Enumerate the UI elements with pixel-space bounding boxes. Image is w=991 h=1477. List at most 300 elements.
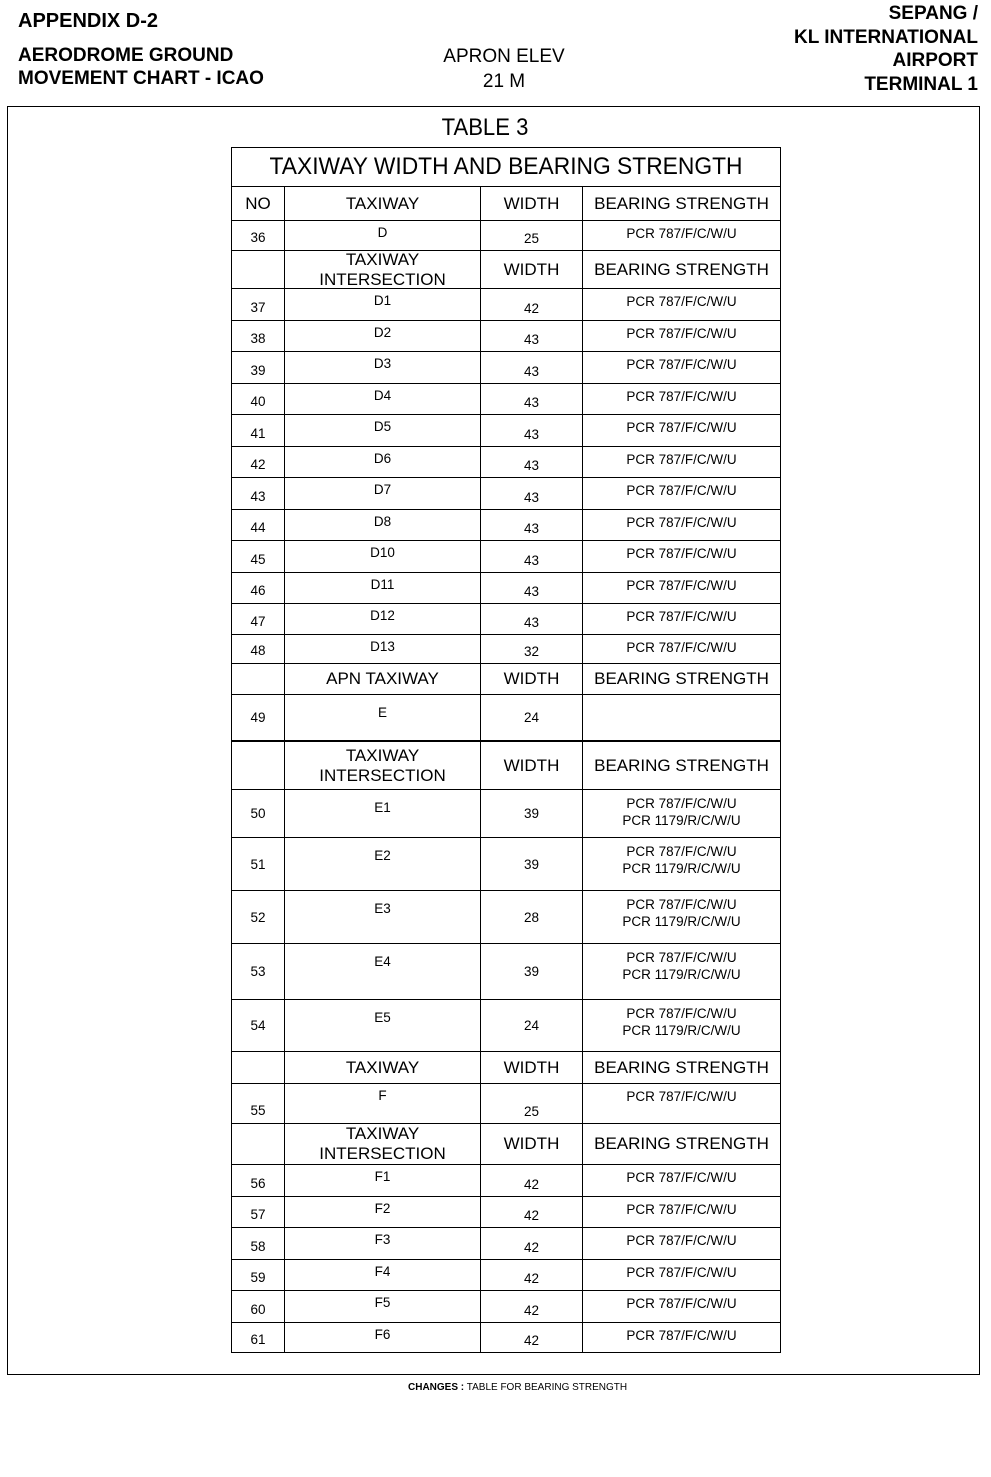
bearing-strength-cell-text: PCR 787/F/C/W/U xyxy=(626,452,737,467)
taxiway-cell xyxy=(285,1165,481,1196)
width-cell-text: 43 xyxy=(523,364,540,379)
taxiway-cell-text: E2 xyxy=(374,848,391,863)
table-row xyxy=(232,477,780,509)
bearing-strength-cell-text: BEARING STRENGTH xyxy=(594,193,769,213)
width-cell xyxy=(481,1260,583,1290)
taxiway-cell-text: F6 xyxy=(374,1327,391,1342)
chart-type-line-2: MOVEMENT CHART - ICAO xyxy=(18,68,264,89)
bearing-strength-cell xyxy=(583,447,780,477)
row-number-cell xyxy=(232,321,285,351)
width-cell xyxy=(481,1323,583,1352)
taxiway-cell-text: F3 xyxy=(374,1232,391,1247)
table-row xyxy=(232,383,780,414)
table-row xyxy=(232,351,780,383)
changes-label: CHANGES : xyxy=(408,1382,465,1393)
taxiway-cell xyxy=(285,478,481,509)
width-cell-text: 42 xyxy=(523,1333,540,1348)
row-number-cell-text: 47 xyxy=(250,614,266,629)
taxiway-cell-text: D6 xyxy=(373,451,392,466)
airport-name-line-3: AIRPORT xyxy=(892,50,978,71)
bearing-strength-cell-text: PCR 787/F/C/W/U PCR 1179/R/C/W/U xyxy=(622,844,741,876)
bearing-strength-cell xyxy=(583,1228,780,1259)
taxiway-table xyxy=(231,147,781,1353)
width-cell xyxy=(481,635,583,663)
table-row xyxy=(232,414,780,446)
row-number-cell-text: 40 xyxy=(250,394,266,409)
taxiway-cell xyxy=(285,664,481,694)
airport-name-line-1: SEPANG / xyxy=(888,3,978,24)
taxiway-cell-text: D1 xyxy=(373,293,392,308)
chart-type-line-1: AERODROME GROUND xyxy=(18,45,234,66)
width-cell-text: WIDTH xyxy=(503,1134,560,1153)
airport-name xyxy=(794,2,978,96)
width-cell xyxy=(481,321,583,351)
taxiway-cell-text: F1 xyxy=(374,1169,391,1184)
taxiway-cell xyxy=(285,1260,481,1290)
bearing-strength-cell-text: PCR 787/F/C/W/U xyxy=(626,1170,737,1185)
table-row xyxy=(232,837,780,890)
table-row xyxy=(232,288,780,320)
row-number-cell xyxy=(232,573,285,603)
taxiway-cell-text: TAXIWAY xyxy=(345,193,420,213)
taxiway-cell xyxy=(285,742,481,789)
width-cell-text: 28 xyxy=(523,909,540,925)
apron-elevation xyxy=(404,44,604,94)
bearing-strength-cell xyxy=(583,187,780,220)
taxiway-cell xyxy=(285,1323,481,1352)
width-cell-text: 24 xyxy=(523,1018,540,1033)
width-cell-text: 43 xyxy=(523,553,540,568)
bearing-strength-cell xyxy=(583,742,780,789)
bearing-strength-cell-text: PCR 787/F/C/W/U xyxy=(626,1265,737,1280)
row-number-cell-text: 57 xyxy=(250,1207,266,1222)
row-number-cell xyxy=(232,1323,285,1352)
bearing-strength-cell-text: PCR 787/F/C/W/U xyxy=(626,1296,737,1311)
taxiway-cell xyxy=(285,415,481,446)
width-cell xyxy=(481,221,583,250)
width-cell xyxy=(481,384,583,414)
width-cell-text: WIDTH xyxy=(503,755,560,775)
row-number-cell-text: 37 xyxy=(250,300,266,315)
row-number-cell xyxy=(232,1291,285,1322)
row-number-cell xyxy=(232,541,285,572)
row-number-cell xyxy=(232,1228,285,1259)
width-cell-text: 39 xyxy=(523,964,540,979)
taxiway-cell-text: D10 xyxy=(370,545,395,560)
taxiway-cell xyxy=(285,573,481,603)
row-number-cell-text: 44 xyxy=(250,520,266,535)
row-number-cell-text: 56 xyxy=(250,1176,266,1191)
bearing-strength-cell-text: PCR 787/F/C/W/U xyxy=(626,1202,737,1217)
taxiway-cell xyxy=(285,221,481,250)
apron-elevation-value: 21 M xyxy=(482,71,526,92)
width-cell xyxy=(481,1124,583,1164)
taxiway-cell-text: D12 xyxy=(370,608,395,623)
bearing-strength-cell xyxy=(583,541,780,572)
bearing-strength-cell-text: PCR 787/F/C/W/U xyxy=(626,420,737,435)
width-cell-text: 43 xyxy=(523,490,540,505)
taxiway-cell xyxy=(285,1291,481,1322)
taxiway-cell-text: D4 xyxy=(373,388,392,403)
taxiway-cell-text: F xyxy=(378,1088,387,1103)
row-number-cell-text: 42 xyxy=(250,457,266,472)
bearing-strength-cell-text: PCR 787/F/C/W/U PCR 1179/R/C/W/U xyxy=(622,1006,741,1038)
bearing-strength-cell xyxy=(583,1165,780,1196)
bearing-strength-cell xyxy=(583,944,780,999)
width-cell-text: 43 xyxy=(523,584,540,599)
taxiway-cell xyxy=(285,541,481,572)
taxiway-cell xyxy=(285,352,481,383)
taxiway-cell xyxy=(285,1197,481,1227)
row-number-cell-text: 46 xyxy=(250,583,266,598)
taxiway-cell xyxy=(285,838,481,890)
width-cell-text: 43 xyxy=(523,615,540,630)
table-row xyxy=(232,1290,780,1322)
appendix-label: APPENDIX D-2 xyxy=(18,10,159,32)
table-row xyxy=(232,999,780,1051)
row-number-cell-text: 54 xyxy=(250,1018,266,1033)
taxiway-cell-text: E3 xyxy=(374,901,391,916)
row-number-cell xyxy=(232,742,285,789)
width-cell xyxy=(481,790,583,837)
table-header-row xyxy=(232,1051,780,1083)
width-cell-text: WIDTH xyxy=(503,669,560,688)
bearing-strength-cell xyxy=(583,790,780,837)
bearing-strength-cell-text: PCR 787/F/C/W/U xyxy=(626,1328,737,1343)
table-row xyxy=(232,1083,780,1123)
width-cell xyxy=(481,573,583,603)
row-number-cell xyxy=(232,251,285,288)
table-row xyxy=(232,890,780,943)
bearing-strength-cell xyxy=(583,415,780,446)
taxiway-cell-text: F4 xyxy=(374,1264,391,1279)
table-row xyxy=(232,943,780,999)
table-row xyxy=(232,789,780,837)
row-number-cell-text: 48 xyxy=(250,643,266,658)
taxiway-cell-text: D8 xyxy=(373,514,392,529)
row-number-cell xyxy=(232,838,285,890)
taxiway-cell xyxy=(285,635,481,663)
taxiway-cell-text: D xyxy=(377,225,388,240)
bearing-strength-cell xyxy=(583,221,780,250)
taxiway-cell xyxy=(285,891,481,943)
width-cell xyxy=(481,1291,583,1322)
bearing-strength-cell xyxy=(583,1052,780,1083)
width-cell xyxy=(481,541,583,572)
width-cell xyxy=(481,742,583,789)
taxiway-cell-text: E xyxy=(377,705,387,720)
bearing-strength-cell-text: BEARING STRENGTH xyxy=(594,1134,769,1153)
taxiway-cell-text: D13 xyxy=(370,639,395,654)
bearing-strength-cell-text: BEARING STRENGTH xyxy=(594,755,769,775)
table-header-row xyxy=(232,186,780,220)
row-number-cell-text: 43 xyxy=(250,489,266,504)
airport-name-line-4: TERMINAL 1 xyxy=(864,73,978,95)
table-title: TAXIWAY WIDTH AND BEARING STRENGTH xyxy=(269,153,743,180)
bearing-strength-cell xyxy=(583,321,780,351)
taxiway-cell xyxy=(285,251,481,288)
width-cell xyxy=(481,838,583,890)
width-cell xyxy=(481,251,583,288)
width-cell xyxy=(481,415,583,446)
table-row xyxy=(232,509,780,540)
width-cell xyxy=(481,289,583,320)
bearing-strength-cell xyxy=(583,1000,780,1051)
row-number-cell xyxy=(232,1197,285,1227)
width-cell xyxy=(481,478,583,509)
row-number-cell xyxy=(232,790,285,837)
taxiway-cell-text: D5 xyxy=(373,419,392,434)
taxiway-cell xyxy=(285,1000,481,1051)
taxiway-cell xyxy=(285,695,481,740)
bearing-strength-cell xyxy=(583,695,780,740)
row-number-cell-text: 38 xyxy=(250,331,266,346)
bearing-strength-cell-text: PCR 787/F/C/W/U PCR 1179/R/C/W/U xyxy=(622,796,741,828)
width-cell-text: WIDTH xyxy=(503,193,560,213)
taxiway-cell xyxy=(285,1052,481,1083)
width-cell xyxy=(481,510,583,540)
bearing-strength-cell xyxy=(583,1323,780,1352)
bearing-strength-cell xyxy=(583,1291,780,1322)
row-number-cell xyxy=(232,415,285,446)
row-number-cell xyxy=(232,944,285,999)
width-cell xyxy=(481,604,583,634)
bearing-strength-cell-text: PCR 787/F/C/W/U xyxy=(626,1233,737,1248)
taxiway-cell xyxy=(285,1124,481,1164)
taxiway-cell-text: F2 xyxy=(374,1201,391,1216)
row-number-cell-text: 36 xyxy=(250,230,266,245)
width-cell-text: 43 xyxy=(523,427,540,442)
row-number-cell xyxy=(232,289,285,320)
bearing-strength-cell-text: BEARING STRENGTH xyxy=(594,1057,769,1077)
row-number-cell xyxy=(232,891,285,943)
row-number-cell xyxy=(232,1260,285,1290)
apron-elevation-label: APRON ELEV xyxy=(443,46,565,67)
width-cell-text: 42 xyxy=(523,1177,540,1192)
width-cell xyxy=(481,1052,583,1083)
row-number-cell-text: 53 xyxy=(250,964,266,979)
row-number-cell xyxy=(232,384,285,414)
width-cell xyxy=(481,1197,583,1227)
taxiway-cell xyxy=(285,510,481,540)
row-number-cell-text: 60 xyxy=(250,1302,266,1317)
width-cell-text: 43 xyxy=(523,395,540,410)
row-number-cell-text: NO xyxy=(245,193,271,213)
bearing-strength-cell-text: PCR 787/F/C/W/U xyxy=(626,389,737,404)
table-row xyxy=(232,694,780,740)
taxiway-cell xyxy=(285,289,481,320)
bearing-strength-cell xyxy=(583,573,780,603)
taxiway-cell xyxy=(285,321,481,351)
taxiway-cell-text: D7 xyxy=(373,482,392,497)
table-caption: TABLE 3 xyxy=(441,114,529,141)
width-cell-text: 42 xyxy=(523,1303,540,1318)
width-cell-text: 39 xyxy=(523,856,540,872)
chart-type-title xyxy=(18,44,264,90)
row-number-cell xyxy=(232,1165,285,1196)
bearing-strength-cell xyxy=(583,838,780,890)
row-number-cell-text: 52 xyxy=(250,909,266,925)
airport-name-line-2: KL INTERNATIONAL xyxy=(793,26,978,48)
width-cell-text: 42 xyxy=(523,1271,540,1286)
bearing-strength-cell-text: PCR 787/F/C/W/U xyxy=(626,609,737,624)
taxiway-cell xyxy=(285,790,481,837)
table-row xyxy=(232,1227,780,1259)
taxiway-cell-text: TAXIWAY xyxy=(345,1057,420,1077)
taxiway-cell-text: APN TAXIWAY xyxy=(326,669,439,688)
width-cell xyxy=(481,944,583,999)
row-number-cell xyxy=(232,478,285,509)
bearing-strength-cell-text: PCR 787/F/C/W/U xyxy=(626,546,737,561)
taxiway-cell xyxy=(285,604,481,634)
table-row xyxy=(232,1196,780,1227)
width-cell xyxy=(481,1228,583,1259)
row-number-cell xyxy=(232,510,285,540)
row-number-cell-text: 55 xyxy=(250,1103,266,1118)
row-number-cell-text: 45 xyxy=(250,552,266,567)
bearing-strength-cell xyxy=(583,604,780,634)
bearing-strength-cell-text: PCR 787/F/C/W/U xyxy=(626,294,737,309)
taxiway-cell-text: TAXIWAY INTERSECTION xyxy=(319,745,446,785)
row-number-cell-text: 51 xyxy=(250,856,266,872)
row-number-cell xyxy=(232,447,285,477)
table-row xyxy=(232,603,780,634)
width-cell-text: WIDTH xyxy=(503,259,560,279)
bearing-strength-cell xyxy=(583,289,780,320)
row-number-cell-text: 59 xyxy=(250,1270,266,1285)
taxiway-cell xyxy=(285,1228,481,1259)
row-number-cell-text: 61 xyxy=(250,1332,266,1347)
row-number-cell xyxy=(232,695,285,740)
width-cell xyxy=(481,1000,583,1051)
table-row xyxy=(232,220,780,250)
taxiway-cell xyxy=(285,447,481,477)
width-cell-text: 32 xyxy=(523,644,540,659)
table-row xyxy=(232,572,780,603)
width-cell-text: 24 xyxy=(523,710,540,725)
row-number-cell xyxy=(232,352,285,383)
bearing-strength-cell xyxy=(583,1124,780,1164)
row-number-cell xyxy=(232,187,285,220)
width-cell xyxy=(481,664,583,694)
row-number-cell xyxy=(232,1084,285,1123)
width-cell xyxy=(481,695,583,740)
taxiway-cell xyxy=(285,944,481,999)
bearing-strength-cell xyxy=(583,1197,780,1227)
bearing-strength-cell-text: PCR 787/F/C/W/U xyxy=(626,483,737,498)
row-number-cell xyxy=(232,635,285,663)
table-row xyxy=(232,540,780,572)
width-cell-text: 42 xyxy=(523,301,540,316)
changes-text: TABLE FOR BEARING STRENGTH xyxy=(466,1382,628,1393)
taxiway-cell-text: D3 xyxy=(373,356,392,371)
table-row xyxy=(232,1259,780,1290)
table-header-row xyxy=(232,250,780,288)
table-row xyxy=(232,1164,780,1196)
taxiway-cell-text: TAXIWAY INTERSECTION xyxy=(319,1124,446,1163)
width-cell-text: 43 xyxy=(523,521,540,536)
bearing-strength-cell-text: PCR 787/F/C/W/U PCR 1179/R/C/W/U xyxy=(622,950,741,982)
bearing-strength-cell-text: PCR 787/F/C/W/U xyxy=(626,326,737,341)
bearing-strength-cell-text: PCR 787/F/C/W/U PCR 1179/R/C/W/U xyxy=(622,897,741,929)
table-row xyxy=(232,320,780,351)
width-cell-text: 39 xyxy=(523,806,540,821)
table-row xyxy=(232,634,780,663)
row-number-cell xyxy=(232,1052,285,1083)
table-row xyxy=(232,446,780,477)
width-cell-text: 43 xyxy=(523,458,540,473)
row-number-cell xyxy=(232,604,285,634)
bearing-strength-cell-text: PCR 787/F/C/W/U xyxy=(626,226,737,241)
row-number-cell-text: 58 xyxy=(250,1239,266,1254)
taxiway-cell xyxy=(285,384,481,414)
taxiway-cell xyxy=(285,187,481,220)
width-cell xyxy=(481,352,583,383)
row-number-cell-text: 39 xyxy=(250,363,266,378)
row-number-cell xyxy=(232,1124,285,1164)
bearing-strength-cell xyxy=(583,478,780,509)
bearing-strength-cell xyxy=(583,1260,780,1290)
bearing-strength-cell-text: PCR 787/F/C/W/U xyxy=(626,578,737,593)
bearing-strength-cell-text: PCR 787/F/C/W/U xyxy=(626,515,737,530)
bearing-strength-cell-text: BEARING STRENGTH xyxy=(594,669,769,688)
table-header-row xyxy=(232,740,780,789)
table-row xyxy=(232,1322,780,1352)
width-cell-text: 42 xyxy=(523,1208,540,1223)
taxiway-cell-text: E4 xyxy=(374,954,391,969)
bearing-strength-cell-text: PCR 787/F/C/W/U xyxy=(626,640,737,655)
bearing-strength-cell xyxy=(583,1084,780,1123)
bearing-strength-cell xyxy=(583,891,780,943)
row-number-cell-text: 49 xyxy=(250,710,266,725)
width-cell-text: 25 xyxy=(523,231,540,246)
row-number-cell xyxy=(232,664,285,694)
width-cell xyxy=(481,891,583,943)
row-number-cell-text: 50 xyxy=(250,806,266,821)
taxiway-cell-text: F5 xyxy=(374,1295,391,1310)
width-cell-text: 25 xyxy=(523,1104,540,1119)
bearing-strength-cell xyxy=(583,352,780,383)
width-cell-text: 43 xyxy=(523,332,540,347)
bearing-strength-cell-text: PCR 787/F/C/W/U xyxy=(626,1089,737,1104)
bearing-strength-cell xyxy=(583,664,780,694)
table-header-row xyxy=(232,1123,780,1164)
changes-note xyxy=(408,1382,627,1393)
taxiway-cell-text: TAXIWAY INTERSECTION xyxy=(319,249,446,289)
bearing-strength-cell xyxy=(583,384,780,414)
taxiway-cell-text: D2 xyxy=(373,325,392,340)
bearing-strength-cell-text: BEARING STRENGTH xyxy=(594,259,769,279)
width-cell-text: 42 xyxy=(523,1240,540,1255)
row-number-cell xyxy=(232,1000,285,1051)
width-cell xyxy=(481,187,583,220)
width-cell xyxy=(481,447,583,477)
taxiway-cell-text: D11 xyxy=(370,577,395,592)
row-number-cell xyxy=(232,221,285,250)
taxiway-cell xyxy=(285,1084,481,1123)
width-cell-text: WIDTH xyxy=(503,1057,560,1077)
bearing-strength-cell xyxy=(583,635,780,663)
bearing-strength-cell xyxy=(583,510,780,540)
bearing-strength-cell xyxy=(583,251,780,288)
taxiway-cell-text: E5 xyxy=(374,1010,391,1025)
table-header-row xyxy=(232,663,780,694)
row-number-cell-text: 41 xyxy=(250,426,266,441)
taxiway-cell-text: E1 xyxy=(374,800,391,815)
width-cell xyxy=(481,1165,583,1196)
width-cell xyxy=(481,1084,583,1123)
bearing-strength-cell-text: PCR 787/F/C/W/U xyxy=(626,357,737,372)
